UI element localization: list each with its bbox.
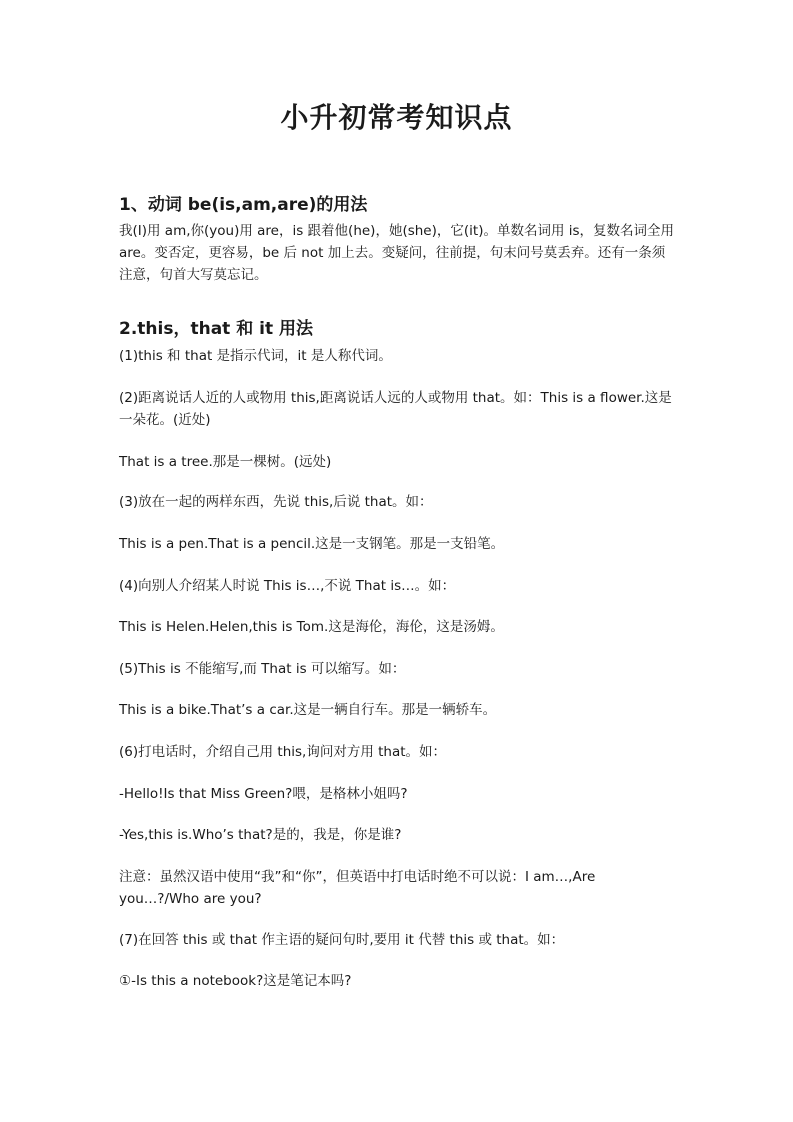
paragraph: -Hello!Is that Miss Green?喂，是格林小姐吗? xyxy=(119,786,408,802)
section-1-body: 我(I)用 am,你(you)用 are，is 跟着他(he)，她(she)，它(it)。单数名词用 is，复数名词全用 are。变否定，更容易，be 后 not 加上去。变疑问，往前提，句末问号莫丢弃。还有一条须注意，句首大写莫忘记。 xyxy=(119,223,675,283)
paragraph: This is a pen.That is a pencil.这是一支钢笔。那是一支铅笔。 xyxy=(119,536,505,552)
paragraph: That is a tree.那是一棵树。(远处) xyxy=(119,454,332,470)
paragraph: (1)this 和 that 是指示代词，it 是人称代词。 xyxy=(119,348,392,364)
section-1-heading: 1、动词 be(is,am,are)的用法 xyxy=(119,195,368,215)
paragraph: ①-Is this a notebook?这是笔记本吗? xyxy=(119,973,352,989)
paragraph: (2)距离说话人近的人或物用 this,距离说话人远的人或物用 that。如：This is a flower.这是一朵花。(近处) xyxy=(119,390,672,428)
paragraph: 注意：虽然汉语中使用“我”和“你”，但英语中打电话时绝不可以说：I am…,Are you…?/Who are you? xyxy=(119,869,596,907)
paragraph: (4)向别人介绍某人时说 This is…,不说 That is…。如： xyxy=(119,578,456,594)
page-title: 小升初常考知识点 xyxy=(280,101,513,134)
paragraph: This is Helen.Helen,this is Tom.这是海伦，海伦，这是汤姆。 xyxy=(119,619,504,635)
paragraph: -Yes,this is.Who’s that?是的，我是，你是谁? xyxy=(119,827,402,843)
paragraph: This is a bike.That’s a car.这是一辆自行车。那是一辆轿车。 xyxy=(119,702,497,718)
paragraph: (6)打电话时，介绍自己用 this,询问对方用 that。如： xyxy=(119,744,447,760)
section-2-heading: 2.this，that 和 it 用法 xyxy=(119,319,313,339)
paragraph: (3)放在一起的两样东西，先说 this,后说 that。如： xyxy=(119,494,433,510)
paragraph: (7)在回答 this 或 that 作主语的疑问句时,要用 it 代替 this 或 that。如： xyxy=(119,932,565,948)
paragraph: (5)This is 不能缩写,而 That is 可以缩写。如： xyxy=(119,661,406,677)
